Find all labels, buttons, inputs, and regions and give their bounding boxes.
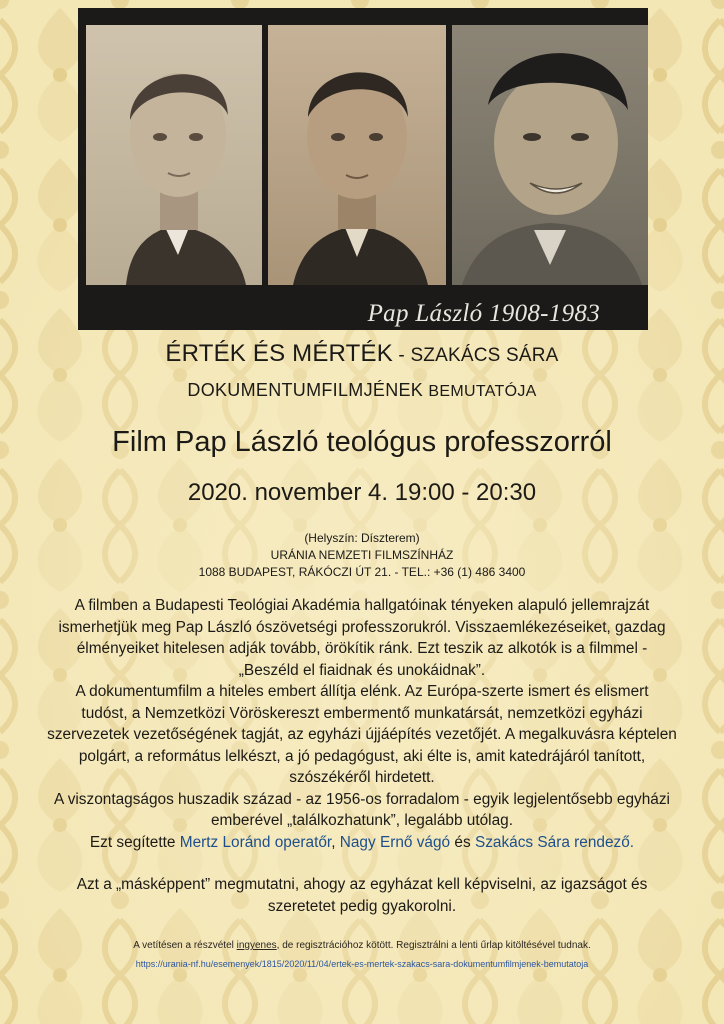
- venue-block: [0, 530, 724, 581]
- event-datetime: [0, 478, 724, 508]
- desc-line: Azt a „másképpent” megmutatni, ahogy az egyházat kell képviselni, az igazságot és: [76, 876, 648, 893]
- desc-line: A viszontagságos huszadik század - az 1956-os forradalom - egyik legjelentősebb egyházi: [54, 790, 670, 808]
- venue-name: URÁNIA NEMZETI FILMSZÍNHÁZ: [270, 548, 454, 562]
- desc-line: tudóst, a Nemzetközi Vöröskereszt embermentő munkatársát, nemzetközi egyházi: [81, 704, 643, 722]
- title-author: SZAKÁCS SÁRA: [410, 345, 559, 366]
- subtitle-premiere: BEMUTATÓJA: [428, 383, 537, 400]
- credit-director: Szakács Sára rendező.: [474, 833, 635, 851]
- film-description: [22, 595, 702, 917]
- portrait-young: [86, 25, 262, 285]
- desc-line: A filmben a Budapesti Teológiai Akadémia hallgatóinak tényeken alapuló jellemrajzát: [74, 597, 650, 614]
- venue-address: 1088 BUDAPEST, RÁKÓCZI ÚT 21. - TEL.: +36 (1) 486 3400: [198, 565, 526, 579]
- desc-line: A dokumentumfilm a hiteles embert állítja elénk. Az Európa-szerte ismert és elismert: [75, 683, 649, 700]
- credits-prefix: Ezt segítette: [89, 833, 180, 851]
- portrait-middle: [268, 25, 446, 285]
- title-main: ÉRTÉK ÉS MÉRTÉK: [165, 340, 393, 367]
- paragraph-gap: [22, 853, 702, 874]
- credits-line: [22, 832, 702, 854]
- desc-line: „Beszéld el fiaidnak és unokáidnak”.: [238, 661, 486, 679]
- registration-note: [0, 939, 724, 953]
- title-separator: -: [392, 345, 411, 366]
- event-subtitle: [0, 376, 724, 406]
- venue-room: (Helyszín: Díszterem): [304, 531, 420, 545]
- credits-separator: és: [450, 833, 475, 851]
- event-date: 2020. november 4.: [187, 479, 388, 506]
- portrait-photo-strip: [78, 8, 648, 330]
- note-prefix: A vetítésen a részvétel: [133, 940, 237, 951]
- desc-line: szeretetet pedig gyakorolni.: [267, 897, 457, 915]
- desc-line: élményeiket hitelesen adják tovább, örökítik ránk. Ezt teszik az alkotók is a filmmel -: [76, 640, 648, 657]
- portrait-elderly: [452, 25, 648, 285]
- credit-cinematographer: Mertz Loránd operatőr: [179, 833, 332, 851]
- note-suffix: , de regisztrációhoz kötött. Regisztrálni a lenti űrlap kitöltésével tudnak.: [276, 940, 591, 951]
- desc-line: ismerhetjük meg Pap László ószövetségi professzorukról. Visszaemlékezéseiket, gazdag: [58, 618, 666, 636]
- credit-editor: Nagy Ernő vágó: [339, 833, 451, 851]
- photo-caption: Pap László 1908-1983: [367, 300, 600, 327]
- desc-line: szervezetek vezetőségének tagját, az egyházi újjáépítés vezetőjét. A megalkuvásra képtelen: [47, 726, 677, 743]
- desc-line: polgárt, a református lelkészt, a jó pedagógust, aki élte is, amit katedrájáról tanított,: [78, 747, 646, 765]
- desc-line: emberével „találkozhatunk”, legalább utólag.: [210, 812, 513, 829]
- event-url-link[interactable]: https://urania-nf.hu/esemenyek/1815/2020/11/04/ertek-es-mertek-szakacs-sara-dokumentumfilmjenek-bemutatoja: [135, 959, 589, 969]
- event-title: [0, 338, 724, 371]
- desc-line: szószékéről hirdetett.: [289, 769, 435, 786]
- film-title: Film Pap László teológus professzorról: [112, 426, 612, 458]
- credits-separator: ,: [331, 833, 340, 851]
- event-time: 19:00 - 20:30: [394, 479, 537, 506]
- subtitle-documentary: DOKUMENTUMFILMJÉNEK: [187, 380, 424, 400]
- free-entry-text: ingyenes: [236, 940, 277, 951]
- poster-text: [0, 338, 724, 971]
